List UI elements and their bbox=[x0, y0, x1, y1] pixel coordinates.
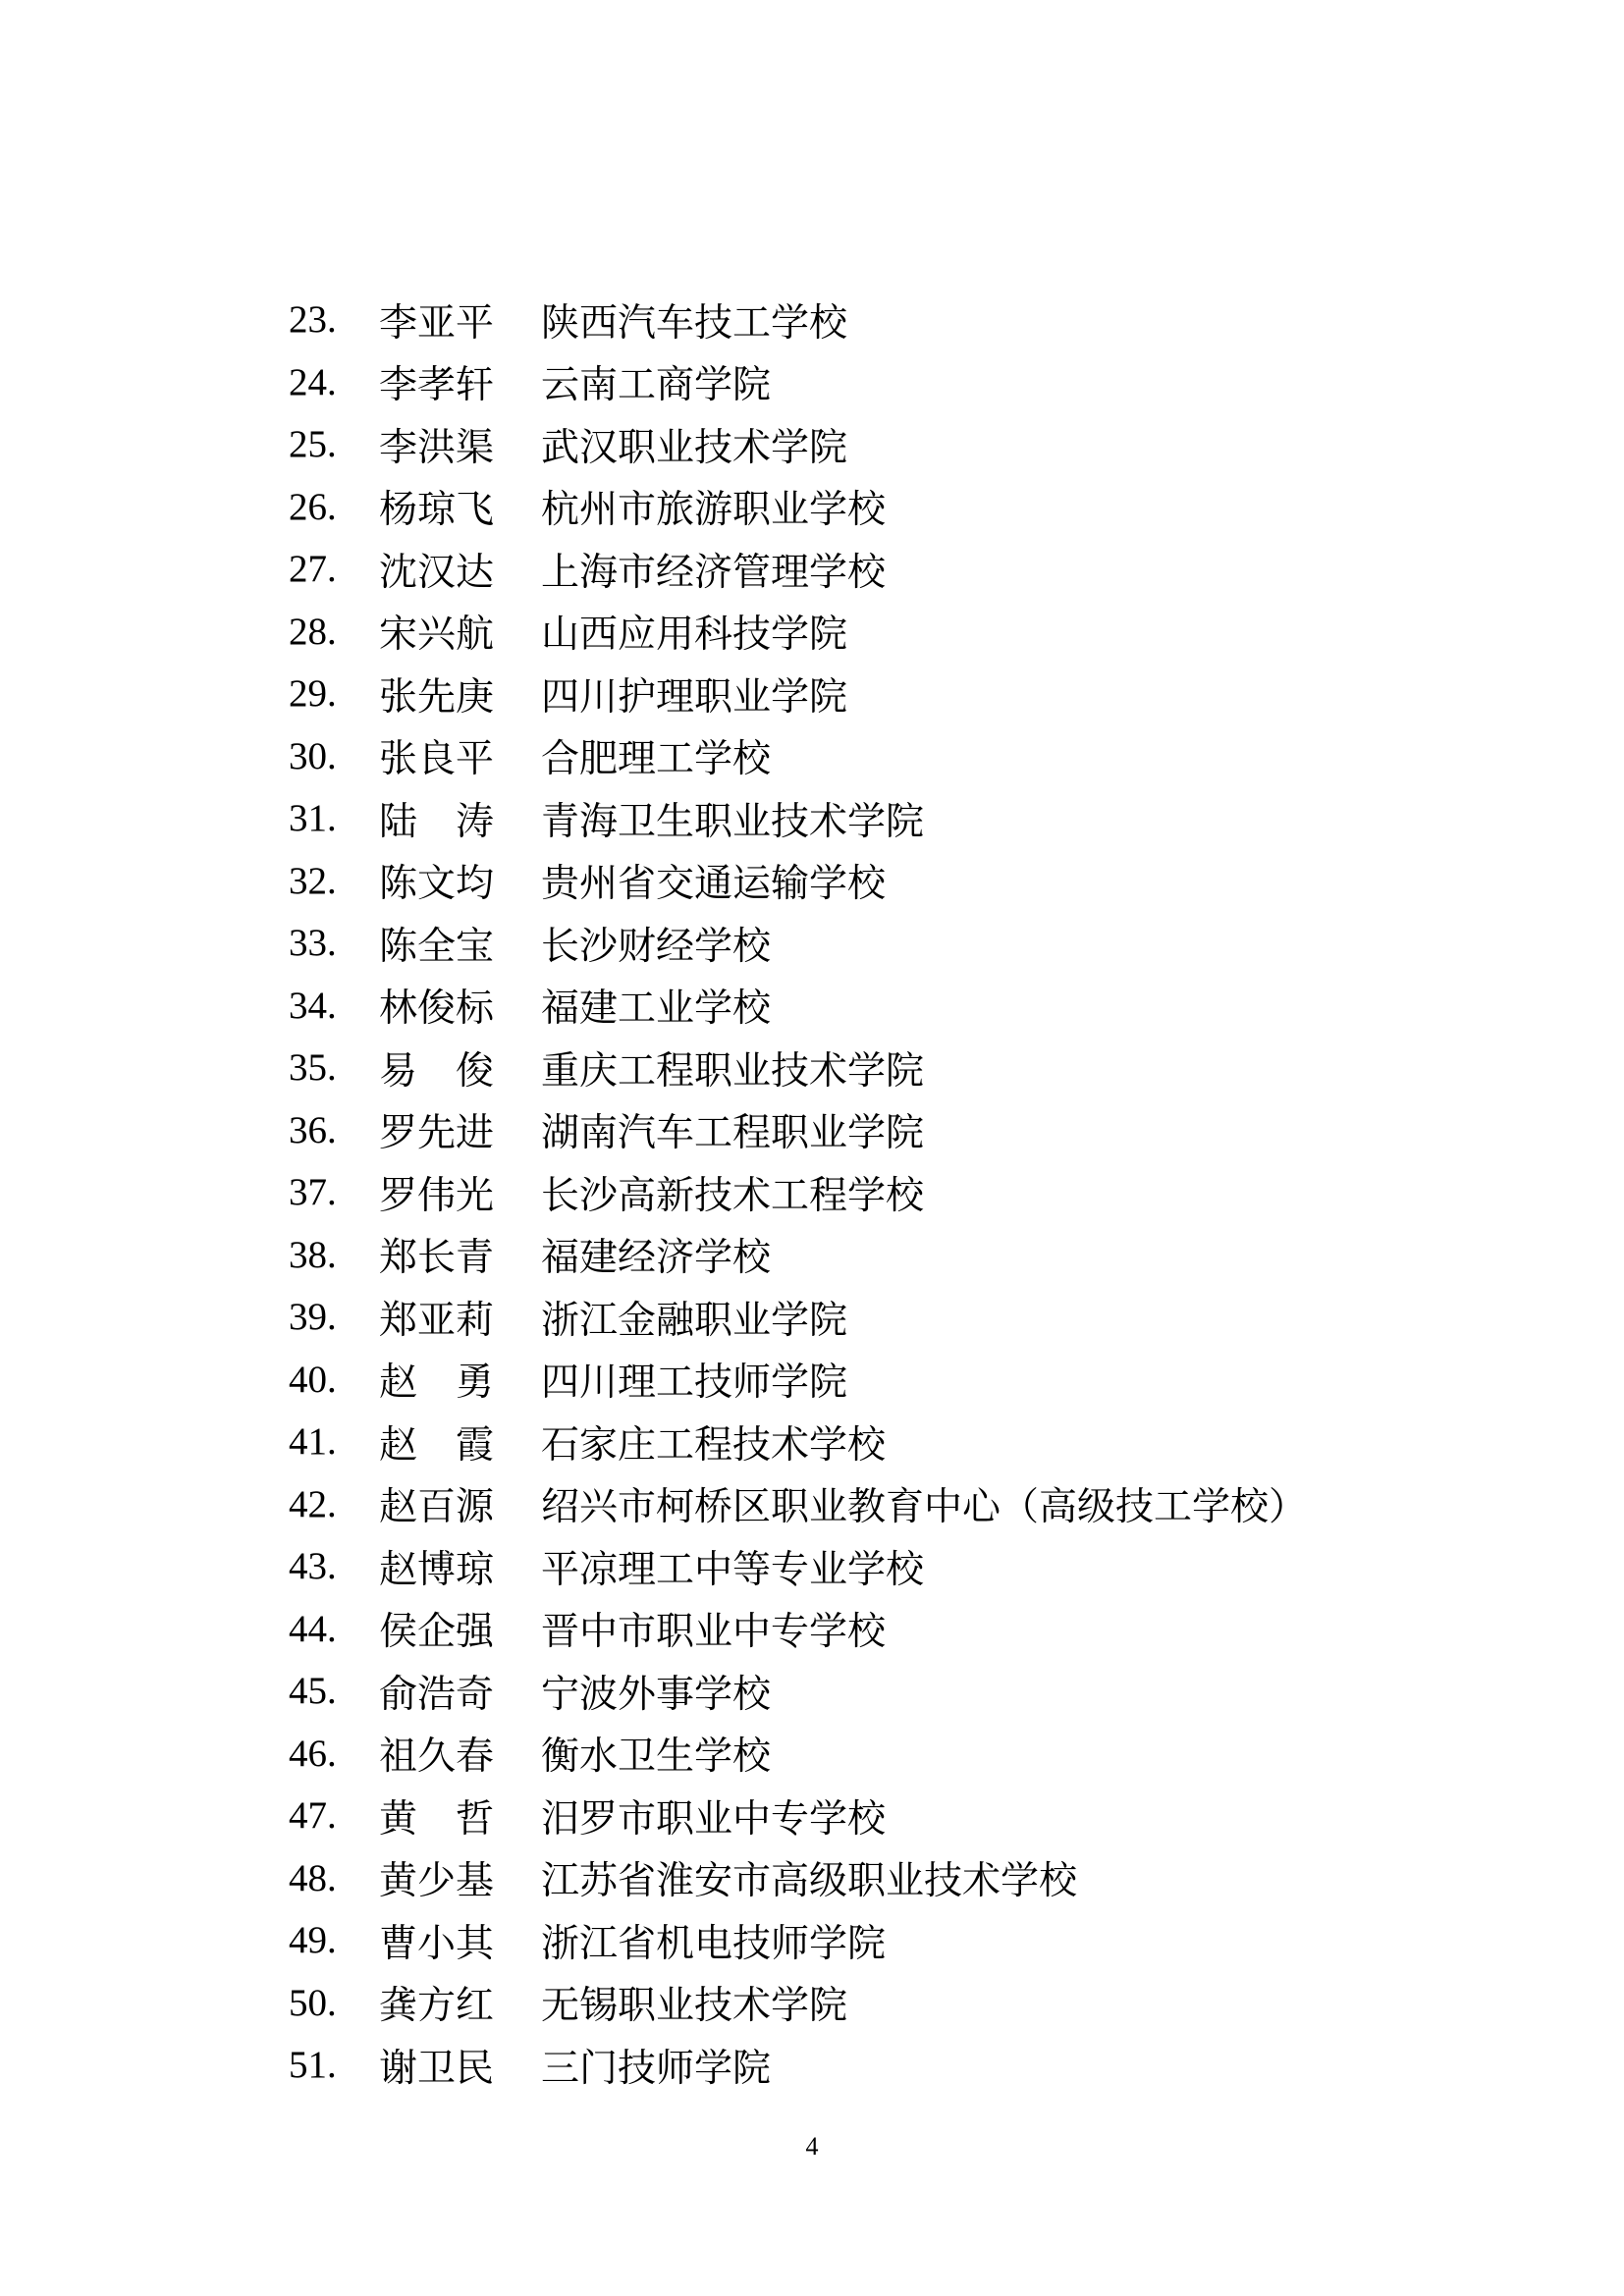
entry-school: 福建经济学校 bbox=[541, 1237, 772, 1280]
list-item bbox=[289, 1161, 1307, 1224]
entry-school: 宁波外事学校 bbox=[541, 1673, 772, 1716]
entry-number: 30. bbox=[289, 734, 337, 777]
entry-school: 山西应用科技学院 bbox=[541, 614, 848, 657]
entry-number: 27. bbox=[289, 548, 337, 591]
entry-school: 衡水卫生学校 bbox=[541, 1735, 772, 1779]
entry-school: 陕西汽车技工学校 bbox=[541, 301, 848, 345]
entry-name: 郑长青 bbox=[379, 1237, 495, 1280]
page-number: 4 bbox=[805, 2132, 819, 2161]
list-item bbox=[289, 413, 1307, 476]
entry-name: 俞浩奇 bbox=[379, 1673, 495, 1716]
entry-name: 陈文均 bbox=[379, 863, 495, 906]
entry-name: 林俊标 bbox=[379, 988, 495, 1031]
entry-name: 罗伟光 bbox=[379, 1174, 495, 1217]
list-item bbox=[289, 1909, 1307, 1972]
entry-name: 郑亚莉 bbox=[379, 1299, 495, 1342]
entry-number: 33. bbox=[289, 922, 337, 965]
entry-number: 40. bbox=[289, 1358, 337, 1401]
entry-name: 陈全宝 bbox=[379, 925, 495, 968]
entry-name: 张先庚 bbox=[379, 675, 495, 719]
entry-number: 32. bbox=[289, 859, 337, 902]
entry-name: 李孝轩 bbox=[379, 364, 495, 407]
list-item bbox=[289, 2034, 1307, 2097]
entry-number: 42. bbox=[289, 1482, 337, 1525]
list-item bbox=[289, 1847, 1307, 1910]
entry-name: 黄少基 bbox=[379, 1860, 495, 1903]
entry-name: 赵百源 bbox=[379, 1486, 495, 1529]
entry-number: 39. bbox=[289, 1296, 337, 1339]
entry-name: 赵 霞 bbox=[379, 1423, 495, 1467]
entry-name: 罗先进 bbox=[379, 1112, 495, 1155]
entry-school: 浙江金融职业学院 bbox=[541, 1299, 848, 1342]
list-item bbox=[289, 601, 1307, 664]
entry-name: 赵 勇 bbox=[379, 1362, 495, 1405]
entry-school: 福建工业学校 bbox=[541, 988, 772, 1031]
entry-school: 汨罗市职业中专学校 bbox=[541, 1797, 887, 1841]
list-item bbox=[289, 850, 1307, 913]
entry-number: 23. bbox=[289, 298, 337, 342]
list-item bbox=[289, 289, 1307, 351]
entry-number: 34. bbox=[289, 984, 337, 1027]
entry-name: 龚方红 bbox=[379, 1985, 495, 2028]
entry-school: 云南工商学院 bbox=[541, 364, 772, 407]
list-item bbox=[289, 787, 1307, 850]
entry-name: 侯企强 bbox=[379, 1611, 495, 1654]
award-list bbox=[289, 289, 1307, 2097]
entry-school: 合肥理工学校 bbox=[541, 738, 772, 781]
entry-number: 37. bbox=[289, 1171, 337, 1214]
entry-school: 浙江省机电技师学院 bbox=[541, 1922, 887, 1965]
entry-school: 重庆工程职业技术学院 bbox=[541, 1049, 925, 1093]
entry-name: 曹小其 bbox=[379, 1922, 495, 1965]
list-item bbox=[289, 1286, 1307, 1349]
list-item bbox=[289, 663, 1307, 725]
entry-number: 36. bbox=[289, 1108, 337, 1151]
entry-number: 47. bbox=[289, 1794, 337, 1838]
entry-school: 四川理工技师学院 bbox=[541, 1362, 848, 1405]
entry-name: 赵博琼 bbox=[379, 1548, 495, 1591]
entry-name: 沈汉达 bbox=[379, 551, 495, 594]
entry-number: 49. bbox=[289, 1919, 337, 1962]
entry-number: 44. bbox=[289, 1607, 337, 1650]
list-item bbox=[289, 1535, 1307, 1598]
entry-school: 长沙财经学校 bbox=[541, 925, 772, 968]
list-item bbox=[289, 1723, 1307, 1786]
list-item bbox=[289, 351, 1307, 414]
entry-number: 26. bbox=[289, 485, 337, 528]
entry-school: 湖南汽车工程职业学院 bbox=[541, 1112, 925, 1155]
entry-name: 李亚平 bbox=[379, 301, 495, 345]
list-item bbox=[289, 1224, 1307, 1287]
entry-school: 石家庄工程技术学校 bbox=[541, 1423, 887, 1467]
entry-school: 贵州省交通运输学校 bbox=[541, 863, 887, 906]
list-item bbox=[289, 1598, 1307, 1661]
list-item bbox=[289, 1037, 1307, 1099]
entry-number: 46. bbox=[289, 1732, 337, 1775]
entry-school: 上海市经济管理学校 bbox=[541, 551, 887, 594]
entry-name: 宋兴航 bbox=[379, 614, 495, 657]
list-item bbox=[289, 1473, 1307, 1536]
entry-school: 江苏省淮安市高级职业技术学校 bbox=[541, 1860, 1078, 1903]
list-item bbox=[289, 1099, 1307, 1162]
entry-school: 晋中市职业中专学校 bbox=[541, 1611, 887, 1654]
entry-school: 平凉理工中等专业学校 bbox=[541, 1548, 925, 1591]
list-item bbox=[289, 538, 1307, 601]
list-item bbox=[289, 725, 1307, 788]
entry-number: 31. bbox=[289, 797, 337, 840]
list-item bbox=[289, 1972, 1307, 2035]
list-item bbox=[289, 975, 1307, 1038]
entry-name: 杨琼飞 bbox=[379, 489, 495, 532]
entry-number: 29. bbox=[289, 672, 337, 716]
entry-number: 25. bbox=[289, 423, 337, 466]
entry-number: 35. bbox=[289, 1046, 337, 1090]
entry-school: 无锡职业技术学院 bbox=[541, 1985, 848, 2028]
entry-number: 41. bbox=[289, 1420, 337, 1464]
entry-name: 张良平 bbox=[379, 738, 495, 781]
entry-name: 谢卫民 bbox=[379, 2047, 495, 2090]
entry-school: 绍兴市柯桥区职业教育中心（高级技工学校） bbox=[541, 1486, 1308, 1529]
entry-school: 武汉职业技术学院 bbox=[541, 426, 848, 469]
entry-school: 三门技师学院 bbox=[541, 2047, 772, 2090]
entry-school: 四川护理职业学院 bbox=[541, 675, 848, 719]
entry-number: 38. bbox=[289, 1233, 337, 1276]
entry-school: 长沙高新技术工程学校 bbox=[541, 1174, 925, 1217]
entry-number: 24. bbox=[289, 360, 337, 403]
entry-number: 43. bbox=[289, 1545, 337, 1588]
list-item bbox=[289, 476, 1307, 539]
entry-number: 50. bbox=[289, 1981, 337, 2024]
entry-name: 陆 涛 bbox=[379, 800, 495, 843]
list-item bbox=[289, 1660, 1307, 1723]
list-item bbox=[289, 1349, 1307, 1412]
list-item bbox=[289, 1785, 1307, 1847]
list-item bbox=[289, 912, 1307, 975]
entry-number: 28. bbox=[289, 610, 337, 653]
entry-number: 48. bbox=[289, 1856, 337, 1899]
list-item bbox=[289, 1411, 1307, 1473]
entry-number: 45. bbox=[289, 1670, 337, 1713]
entry-number: 51. bbox=[289, 2044, 337, 2087]
entry-name: 黄 哲 bbox=[379, 1797, 495, 1841]
entry-school: 青海卫生职业技术学院 bbox=[541, 800, 925, 843]
entry-name: 易 俊 bbox=[379, 1049, 495, 1093]
entry-name: 李洪渠 bbox=[379, 426, 495, 469]
entry-school: 杭州市旅游职业学校 bbox=[541, 489, 887, 532]
entry-name: 祖久春 bbox=[379, 1735, 495, 1779]
